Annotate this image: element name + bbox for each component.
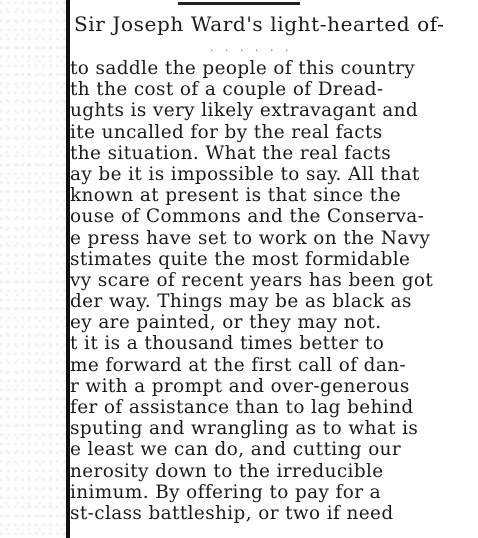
text-line: ouse of Commons and the Conserva- [70, 206, 425, 228]
text-line: e press have set to work on the Navy [70, 227, 431, 249]
text-line: fer of assistance than to lag behind [70, 397, 414, 418]
text-line: e least we can do, and cutting our [70, 439, 402, 461]
text-line: der way. Things may be as black as [70, 291, 412, 313]
article-body [70, 58, 478, 524]
text-line: to saddle the people of this country [70, 58, 416, 79]
text-line: r with a prompt and over-generous [70, 375, 410, 397]
text-line: stimates quite the most formidable [70, 248, 411, 270]
text-line: sputing and wrangling as to what is [70, 418, 419, 440]
text-line: ughts is very likely extravagant and [70, 100, 419, 122]
text-line: st-class battleship, or two if need [70, 502, 394, 524]
ornament-dots: · · · · · · [210, 44, 293, 57]
text-line: t it is a thousand times better to [70, 333, 385, 355]
text-line: the situation. What the real facts [70, 142, 392, 164]
text-line: me forward at the first call of dan- [70, 354, 407, 376]
article-first-line: Sir Joseph Ward's light-hearted of- [74, 12, 445, 36]
page-margin [0, 0, 70, 538]
text-line: th the cost of a couple of Dread- [70, 79, 384, 101]
text-line: inimum. By offering to pay for a [70, 481, 382, 503]
text-line: ey are painted, or they may not. [70, 312, 382, 334]
text-line: known at present is that since the [70, 185, 402, 207]
text-line: vy scare of recent years has been got [70, 269, 434, 291]
text-line: nerosity down to the irreducible [70, 460, 384, 482]
text-line: ite uncalled for by the real facts [70, 121, 383, 143]
text-line: ay be it is impossible to say. All that [70, 163, 420, 185]
